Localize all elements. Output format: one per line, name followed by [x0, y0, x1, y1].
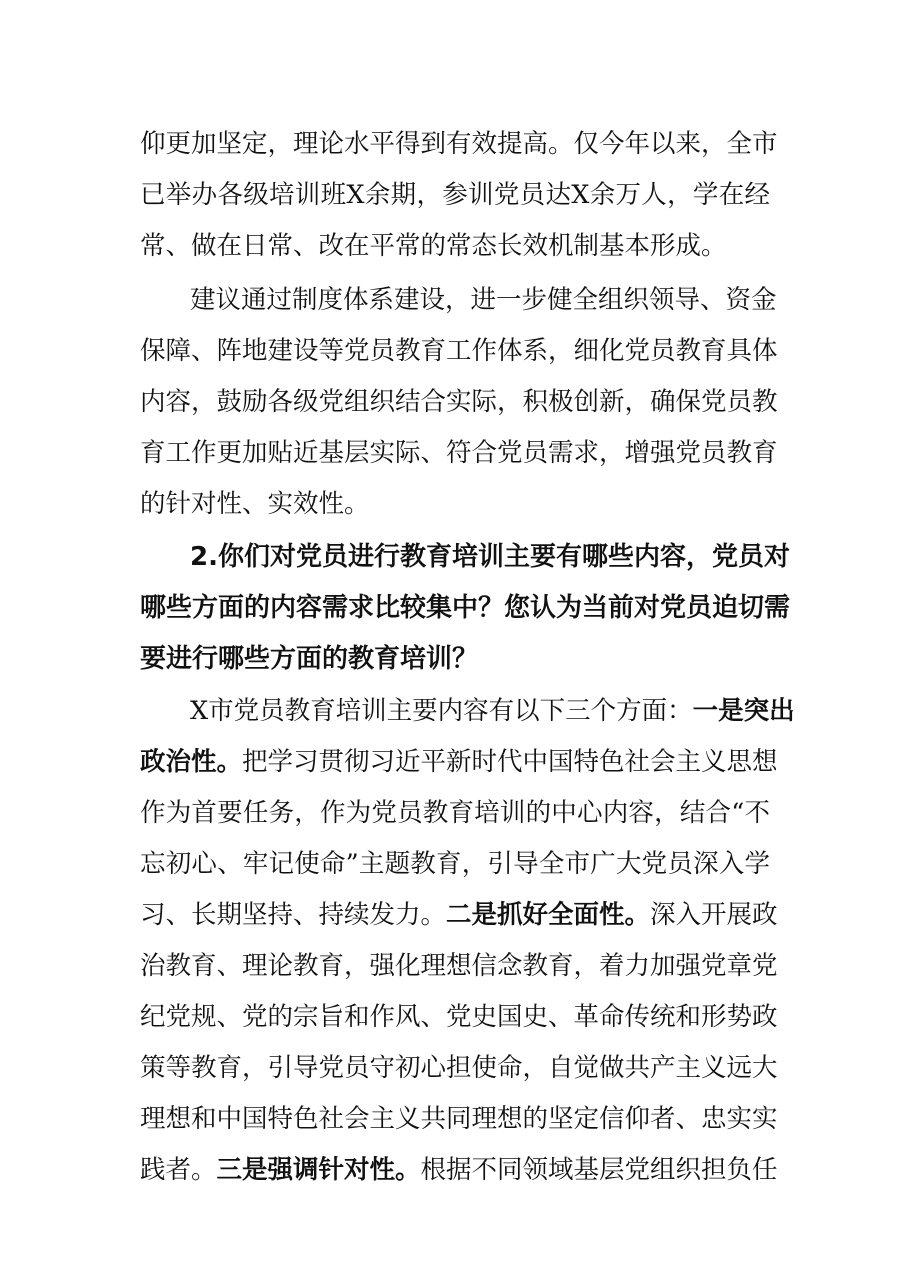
paragraph-line [140, 898, 778, 932]
bold-emphasis: 政治性。 [140, 747, 243, 777]
paragraph-line [140, 1153, 778, 1187]
question-heading-line: 哪些方面的内容需求比较集中？您认为当前对党员迫切需 [140, 593, 791, 623]
paragraph-line: 建议通过制度体系建设，进一步健全组织领导、资金 [190, 285, 777, 315]
paragraph-line: 保障、阵地建设等党员教育工作体系，细化党员教育具体 [140, 336, 778, 366]
question-heading-line: 要进行哪些方面的教育培训？ [140, 644, 479, 674]
question-heading-line: 2.你们对党员进行教育培训主要有哪些内容，党员对 [190, 542, 790, 572]
body-text: 把学习贯彻习近平新时代中国特色社会主义思想 [242, 747, 778, 777]
paragraph-line: 内容，鼓励各级党组织结合实际，积极创新，确保党员教 [140, 387, 778, 417]
paragraph-line: 忘初心、牢记使命”主题教育，引导全市广大党员深入学 [140, 849, 770, 879]
paragraph-line [140, 745, 778, 779]
paragraph-line: 理想和中国特色社会主义共同理想的坚定信仰者、忠实实 [140, 1104, 778, 1134]
body-text: 习、长期坚持、持续发力。 [140, 900, 447, 930]
paragraph-line: 育工作更加贴近基层实际、符合党员需求，增强党员教育 [140, 438, 778, 468]
bold-emphasis: 一是突出 [692, 696, 795, 726]
paragraph-line: 纪党规、党的宗旨和作风、党史国史、革命传统和形势政 [140, 1002, 778, 1032]
paragraph-line: 作为首要任务，作为党员教育培训的中心内容，结合“不 [140, 798, 770, 828]
body-text: 深入开展政 [650, 900, 778, 930]
bold-emphasis: 二是抓好全面性。 [446, 900, 651, 930]
body-text: 践者。 [140, 1155, 217, 1185]
paragraph-line: 策等教育，引导党员守初心担使命，自觉做共产主义远大 [140, 1053, 778, 1083]
paragraph-line: 仰更加坚定，理论水平得到有效提高。仅今年以来，全市 [140, 129, 778, 159]
body-text: X市党员教育培训主要内容有以下三个方面： [190, 696, 693, 726]
bold-emphasis: 三是强调针对性。 [216, 1155, 421, 1185]
paragraph-line: 已举办各级培训班X余期，参训党员达X余万人，学在经 [140, 180, 770, 210]
body-text: 根据不同领域基层党组织担负任 [420, 1155, 778, 1185]
paragraph-line: 常、做在日常、改在平常的常态长效机制基本形成。 [140, 231, 727, 261]
paragraph-line: 治教育、理论教育，强化理想信念教育，着力加强党章党 [140, 951, 778, 981]
paragraph-line [190, 694, 795, 728]
paragraph-line: 的针对性、实效性。 [140, 489, 370, 519]
